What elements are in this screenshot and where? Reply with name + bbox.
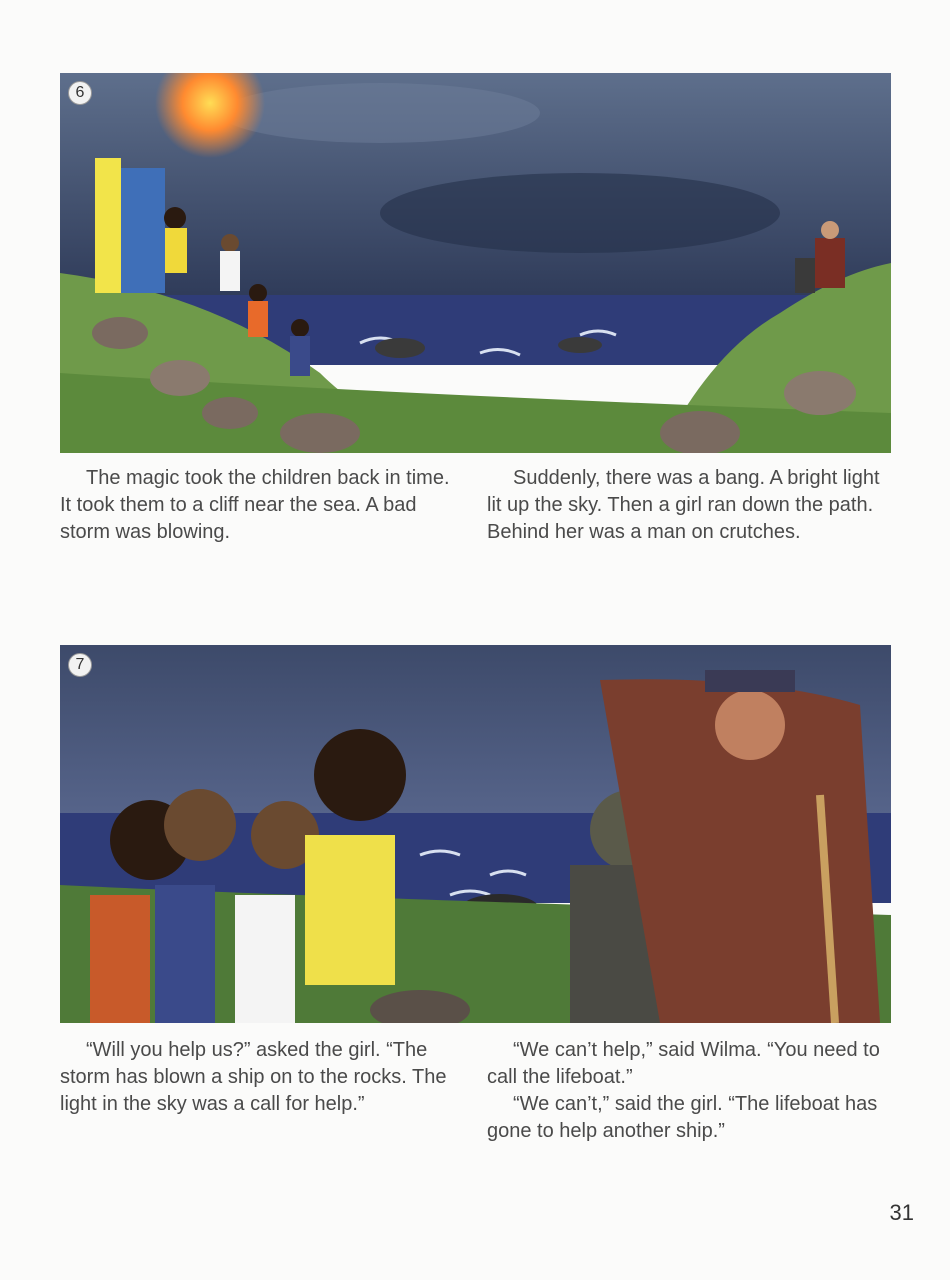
cliff-scene-image [60,73,891,453]
story-paragraph: “We can’t,” said the girl. “The lifeboat has gone to help another ship.” [487,1093,878,1142]
story-paragraph: Suddenly, there was a bang. A bright light lit up the sky. Then a girl ran down the path. Behind her was a man on crutches. [487,467,880,543]
illustration-girl-asks-help [60,645,891,1023]
panel-6-text-right [487,465,887,546]
panel-7-text-right [487,1037,887,1145]
panel-7-text-left [60,1037,460,1118]
panel-6-text-left [60,465,460,546]
illustration-cliff-scene [60,73,891,453]
girl-asks-help-image [60,645,891,1023]
story-paragraph: “We can’t help,” said Wilma. “You need to call the lifeboat.” [487,1039,880,1088]
story-paragraph: The magic took the children back in time. It took them to a cliff near the sea. A bad storm was blowing. [60,467,450,543]
panel-number-badge: 7 [68,653,92,677]
story-paragraph: “Will you help us?” asked the girl. “The storm has blown a ship on to the rocks. The light in the sky was a call for help.” [60,1039,447,1115]
panel-number-badge: 6 [68,81,92,105]
page-number: 31 [889,1200,914,1225]
magic-door [95,158,121,293]
